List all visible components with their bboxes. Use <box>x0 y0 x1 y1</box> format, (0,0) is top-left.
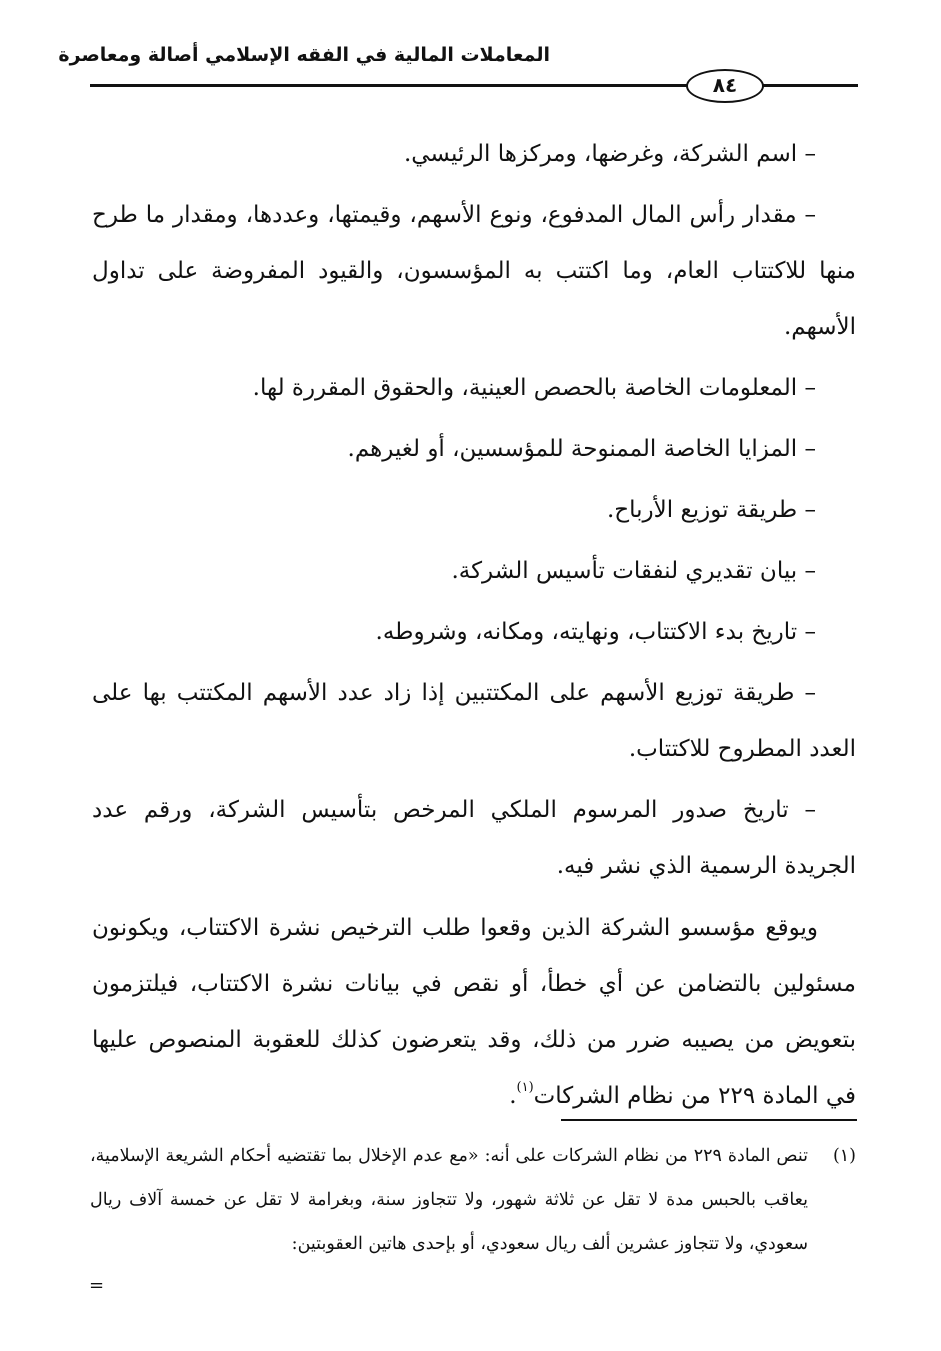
footnote-text: تنص المادة ٢٢٩ من نظام الشركات على أنه: «مع عدم الإخلال بما تقتضيه أحكام الشريعة الإسلامية، يعاقب بالحبس مدة لا تقل عن ثلاثة شهور، ولا تتجاوز سنة، وبغرامة لا تقل عن خمسة آلاف ريال سعودي، ولا تتجاوز عشرين ألف ريال سعودي، أو بإحدى هاتين العقوبتين: <box>90 1146 808 1254</box>
footnote-separator <box>561 1119 857 1121</box>
list-item: – بيان تقديري لنفقات تأسيس الشركة. <box>451 558 816 584</box>
list-item: – تاريخ بدء الاكتتاب، ونهايته، ومكانه، وشروطه. <box>375 619 816 645</box>
footnote-number: (١) <box>832 1146 856 1166</box>
list-item: – مقدار رأس المال المدفوع، ونوع الأسهم، وقيمتها، وعددها، ومقدار ما طرح منها للاكتتاب العام، وما اكتتب به المؤسسون، والقيود المفروضة على تداول الأسهم. <box>92 202 856 340</box>
footnote-reference[interactable]: (١) <box>516 1080 534 1095</box>
list-item: – طريقة توزيع الأسهم على المكتتبين إذا زاد عدد الأسهم المكتتب بها على العدد المطروح للاكتتاب. <box>92 680 856 762</box>
page-number: ٨٤ <box>686 69 764 103</box>
list-item: – المزايا الخاصة الممنوحة للمؤسسين، أو لغيرهم. <box>347 436 816 462</box>
closing-period: . <box>509 1083 517 1109</box>
list-item: – طريقة توزيع الأرباح. <box>606 497 816 523</box>
main-text <box>92 126 856 1129</box>
book-title: المعاملات المالية في الفقه الإسلامي أصالة ومعاصرة <box>58 44 550 66</box>
list-item: – المعلومات الخاصة بالحصص العينية، والحقوق المقررة لها. <box>252 375 816 401</box>
list-item: – اسم الشركة، وغرضها، ومركزها الرئيسي. <box>403 141 816 167</box>
closing-paragraph-text: ويوقع مؤسسو الشركة الذين وقعوا طلب الترخيص نشرة الاكتتاب، ويكونون مسئولين بالتضامن عن أي خطأ، أو نقص في بيانات نشرة الاكتتاب، فيلتزمون بتعويض من يصيبه ضرر من ذلك، وقد يتعرضون كذلك للعقوبة المنصوص عليها في المادة ٢٢٩ من نظام الشركات <box>92 915 856 1109</box>
list-item: – تاريخ صدور المرسوم الملكي المرخص بتأسيس الشركة، ورقم عدد الجريدة الرسمية الذي نشر فيه. <box>92 797 856 879</box>
footnote-item <box>90 1134 856 1266</box>
continuation-mark: = <box>89 1275 105 1296</box>
closing-paragraph <box>92 900 856 1124</box>
footnotes <box>90 1134 856 1266</box>
